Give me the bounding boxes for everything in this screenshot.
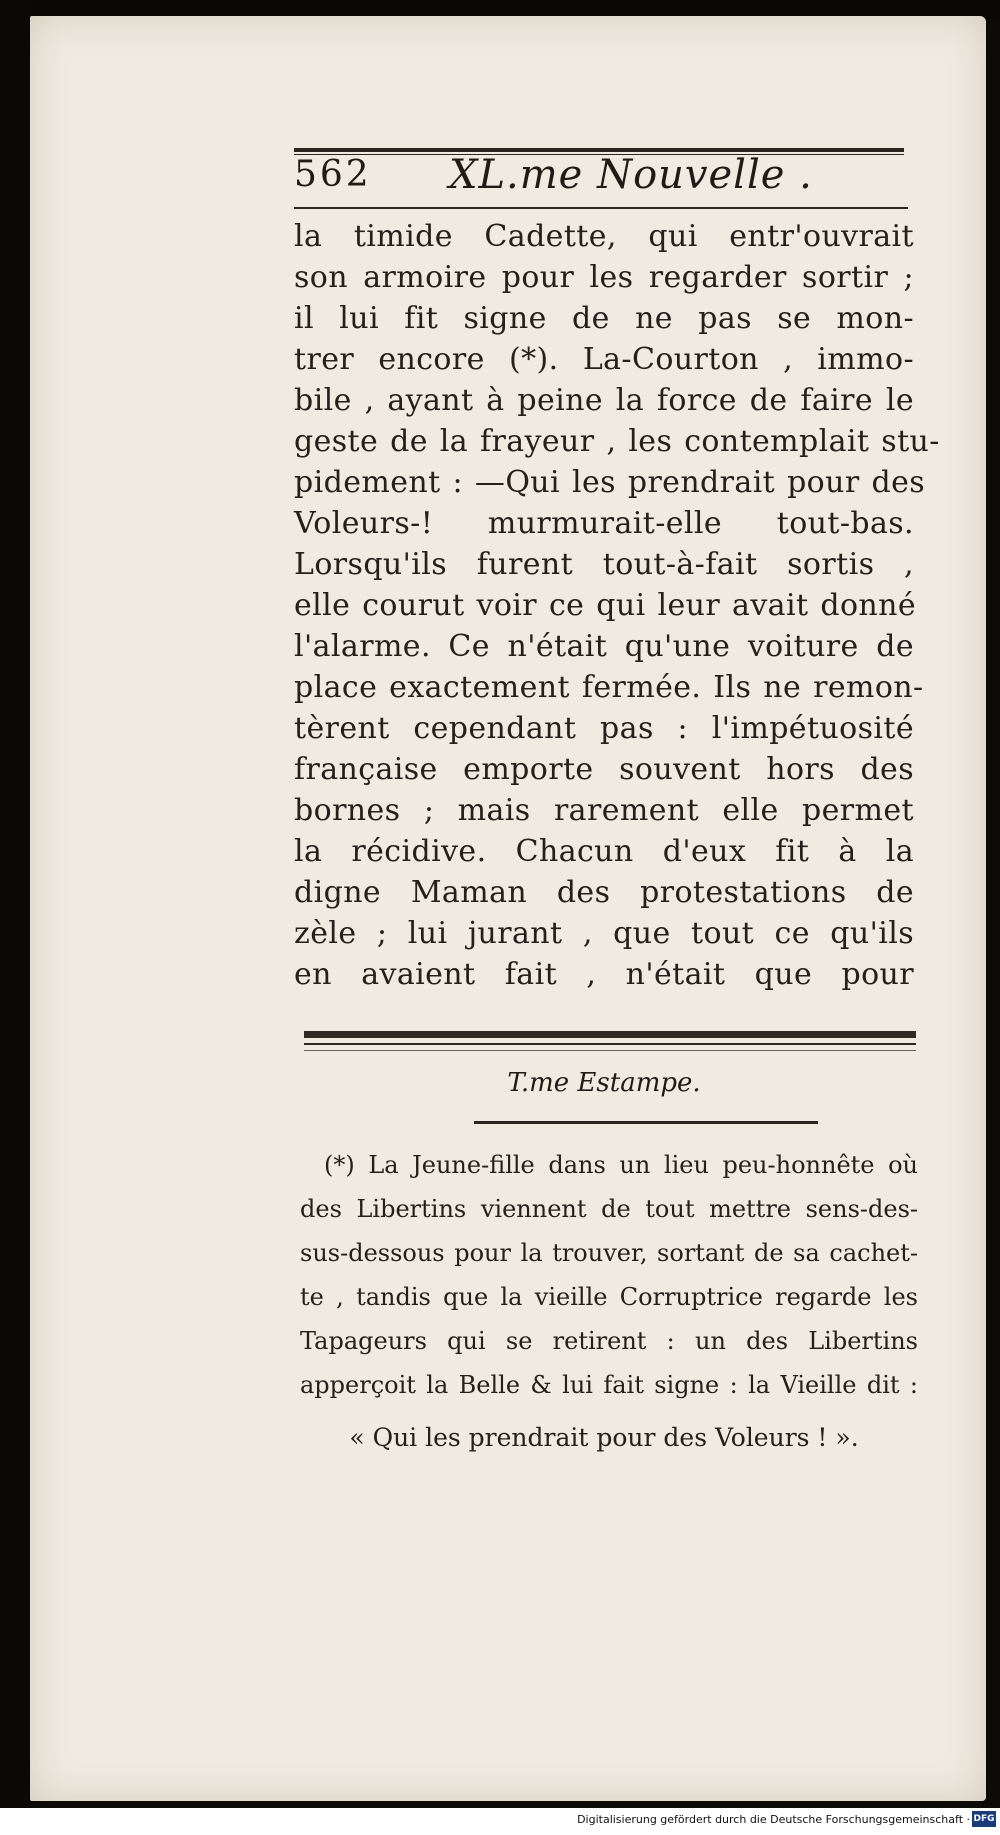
running-head xyxy=(294,150,904,206)
footnote xyxy=(300,1143,918,1407)
main-text xyxy=(294,216,940,995)
plate-title: T.me Estampe. xyxy=(507,1068,701,1098)
footnote-line: (*) La Jeune-fille dans un lieu peu-honnête où xyxy=(324,1151,918,1179)
chapter-title: XL.me Nouvelle . xyxy=(449,152,813,198)
text-line: zèle ; lui jurant , que tout ce qu'ils xyxy=(294,916,914,951)
plate-title-underline xyxy=(474,1121,818,1124)
text-line: digne Maman des protestations de xyxy=(294,875,914,910)
text-line: la récidive. Chacun d'eux fit à la xyxy=(294,834,914,869)
text-line: geste de la frayeur , les contemplait stu- xyxy=(294,424,940,459)
scan-border-left xyxy=(0,0,32,1835)
text-line: en avaient fait , n'était que pour xyxy=(294,957,914,992)
text-line: bornes ; mais rarement elle permet xyxy=(294,793,914,828)
text-line: Lorsqu'ils furent tout-à-fait sortis , xyxy=(294,547,914,582)
text-line: il lui fit signe de ne pas se mon- xyxy=(294,301,914,336)
text-line: bile , ayant à peine la force de faire le xyxy=(294,383,914,418)
text-line: l'alarme. Ce n'était qu'une voiture de xyxy=(294,629,914,664)
separator-rule-dotted xyxy=(304,1050,916,1051)
text-line: trer encore (*). La-Courton , immo- xyxy=(294,342,914,377)
separator-rule-thin xyxy=(304,1043,916,1045)
footnote-line: des Libertins viennent de tout mettre sens-des- xyxy=(300,1195,918,1223)
footnote-line: apperçoit la Belle & lui fait signe : la Vieille dit : xyxy=(300,1371,918,1399)
footnote-line: te , tandis que la vieille Corruptrice regarde les xyxy=(300,1283,918,1311)
text-line: Voleurs-! murmurait-elle tout-bas. xyxy=(294,506,914,541)
footnote-line: sus-dessous pour la trouver, sortant de sa cachet- xyxy=(300,1239,918,1267)
text-line: tèrent cependant pas : l'impétuosité xyxy=(294,711,914,746)
footnote-quote: « Qui les prendrait pour des Voleurs ! ». xyxy=(349,1423,859,1452)
header-rule-bottom xyxy=(294,207,908,209)
digitization-credit: Digitalisierung gefördert durch die Deutsche Forschungsgemeinschaft · xyxy=(577,1813,970,1826)
text-line: son armoire pour les regarder sortir ; xyxy=(294,260,914,295)
separator-rule-thick xyxy=(304,1031,916,1038)
text-line: elle courut voir ce qui leur avait donné xyxy=(294,588,917,623)
text-line: française emporte souvent hors des xyxy=(294,752,914,787)
footnote-line: Tapageurs qui se retirent : un des Libertins xyxy=(300,1327,918,1355)
text-line: place exactement fermée. Ils ne remon- xyxy=(294,670,924,705)
text-line: la timide Cadette, qui entr'ouvrait xyxy=(294,219,914,254)
dfg-logo: DFG xyxy=(972,1811,996,1827)
page-number: 562 xyxy=(294,154,372,195)
text-line: pidement : —Qui les prendrait pour des xyxy=(294,465,926,500)
